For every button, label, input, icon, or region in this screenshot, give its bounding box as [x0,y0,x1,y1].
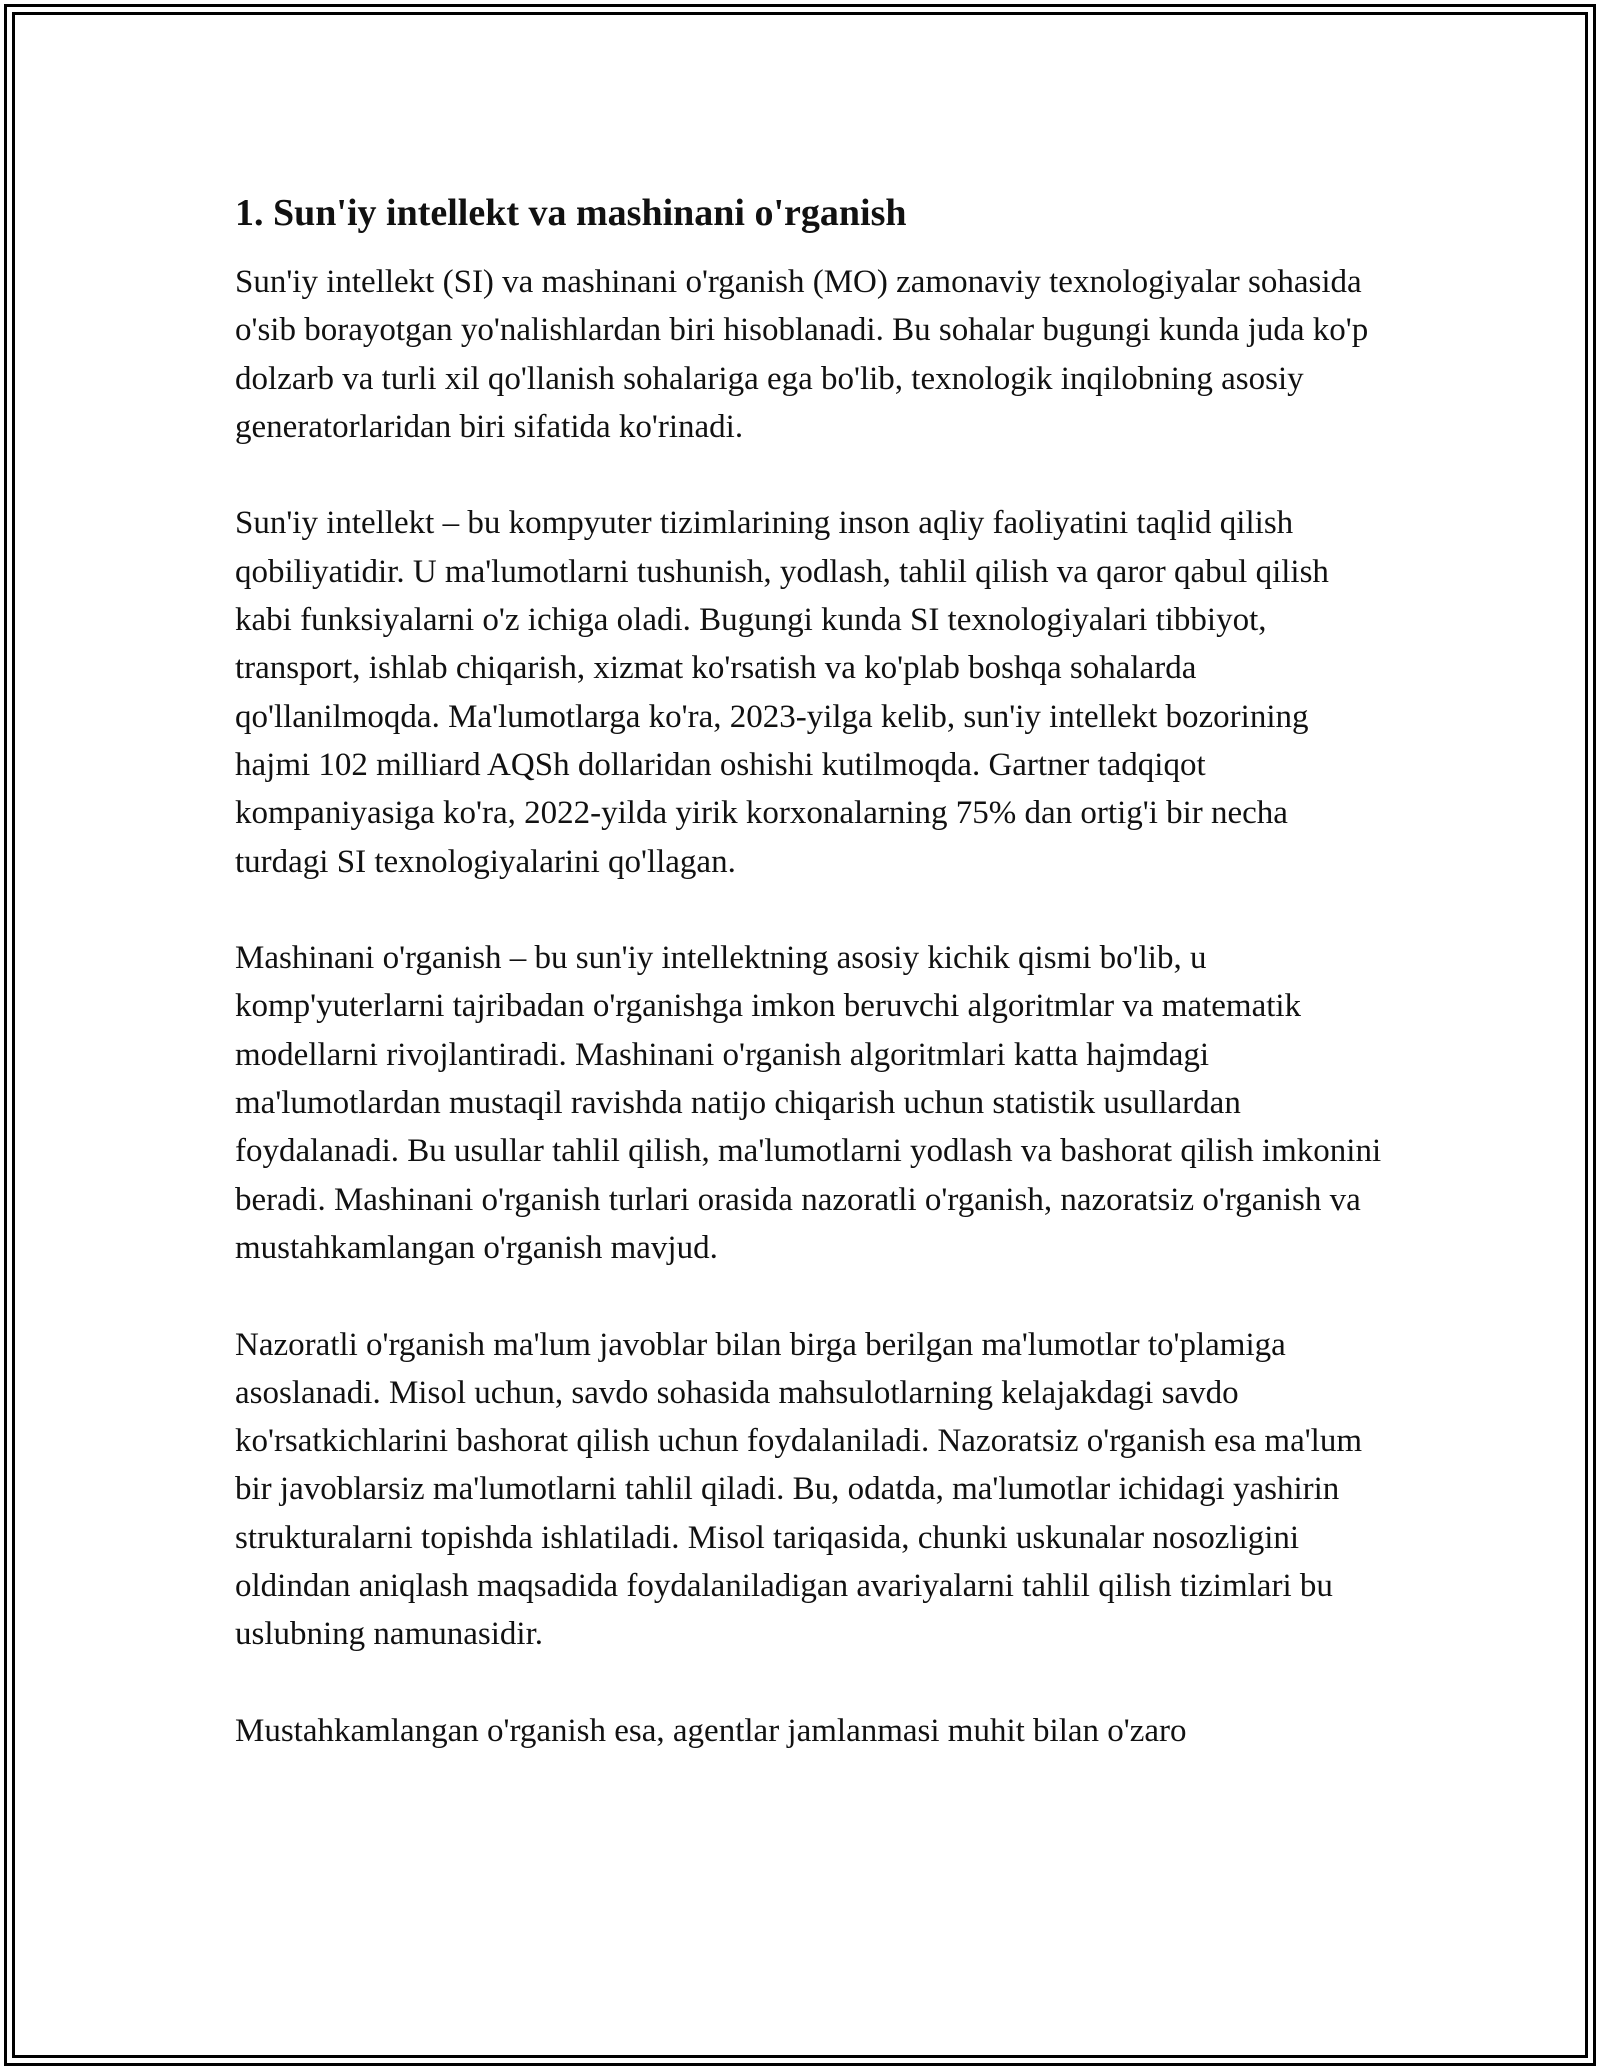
section-heading: 1. Sun'iy intellekt va mashinani o'rganish [235,192,907,234]
paragraph-intro: Sun'iy intellekt (SI) va mashinani o'rganish (MO) zamonaviy texnologiyalar sohasida o'sib borayotgan yo'nalishlardan biri hisoblanadi. Bu sohalar bugungi kunda juda ko'p dolzarb va turli xil qo'llanish sohalariga ega bo'lib, texnologik inqilobning asosiy generatorlaridan biri sifatida ko'rinadi. [235,264,1369,445]
paragraph-reinforcement-learning: Mustahkamlangan o'rganish esa, agentlar jamlanmasi muhit bilan o'zaro [235,1712,1187,1749]
document-body [235,188,1385,1804]
paragraph-supervised-learning: Nazoratli o'rganish ma'lum javoblar bilan birga berilgan ma'lumotlar to'plamiga asoslanadi. Misol uchun, savdo sohasida mahsulotlarning kelajakdagi savdo ko'rsatkichlarini bashorat qilish uchun foydalaniladi. Nazoratsiz o'rganish esa ma'lum bir javoblarsiz ma'lumotlarni tahlil qiladi. Bu, odatda, ma'lumotlar ichidagi yashirin strukturalarni topishda ishlatiladi. Misol tariqasida, chunki uskunalar nosozligini oldindan aniqlash maqsadida foydalaniladigan avariyalarni tahlil qilish tizimlari bu uslubning namunasidir. [235,1326,1363,1653]
paragraph-ml-definition: Mashinani o'rganish – bu sun'iy intellektning asosiy kichik qismi bo'lib, u komp'yuterlarni tajribadan o'rganishga imkon beruvchi algoritmlar va matematik modellarni rivojlantiradi. Mashinani o'rganish algoritmlari katta hajmdagi ma'lumotlardan mustaqil ravishda natijo chiqarish uchun statistik usullardan foydalanadi. Bu usullar tahlil qilish, ma'lumotlarni yodlash va bashorat qilish imkonini beradi. Mashinani o'rganish turlari orasida nazoratli o'rganish, nazoratsiz o'rganish va mustahkamlangan o'rganish mavjud. [235,940,1382,1266]
paragraph-ai-definition: Sun'iy intellekt – bu kompyuter tizimlarining inson aqliy faoliyatini taqlid qilish qobiliyatidir. U ma'lumotlarni tushunish, yodlash, tahlil qilish va qaror qabul qilish kabi funksiyalarni o'z ichiga oladi. Bugungi kunda SI texnologiyalari tibbiyot, transport, ishlab chiqarish, xizmat ko'rsatish va ko'plab boshqa sohalarda qo'llanilmoqda. Ma'lumotlarga ko'ra, 2023-yilga kelib, sun'iy intellekt bozorining hajmi 102 milliard AQSh dollaridan oshishi kutilmoqda. Gartner tadqiqot kompaniyasiga ko'ra, 2022-yilda yirik korxonalarning 75% dan ortig'i bir necha turdagi SI texnologiyalarini qo'llagan. [235,505,1329,880]
